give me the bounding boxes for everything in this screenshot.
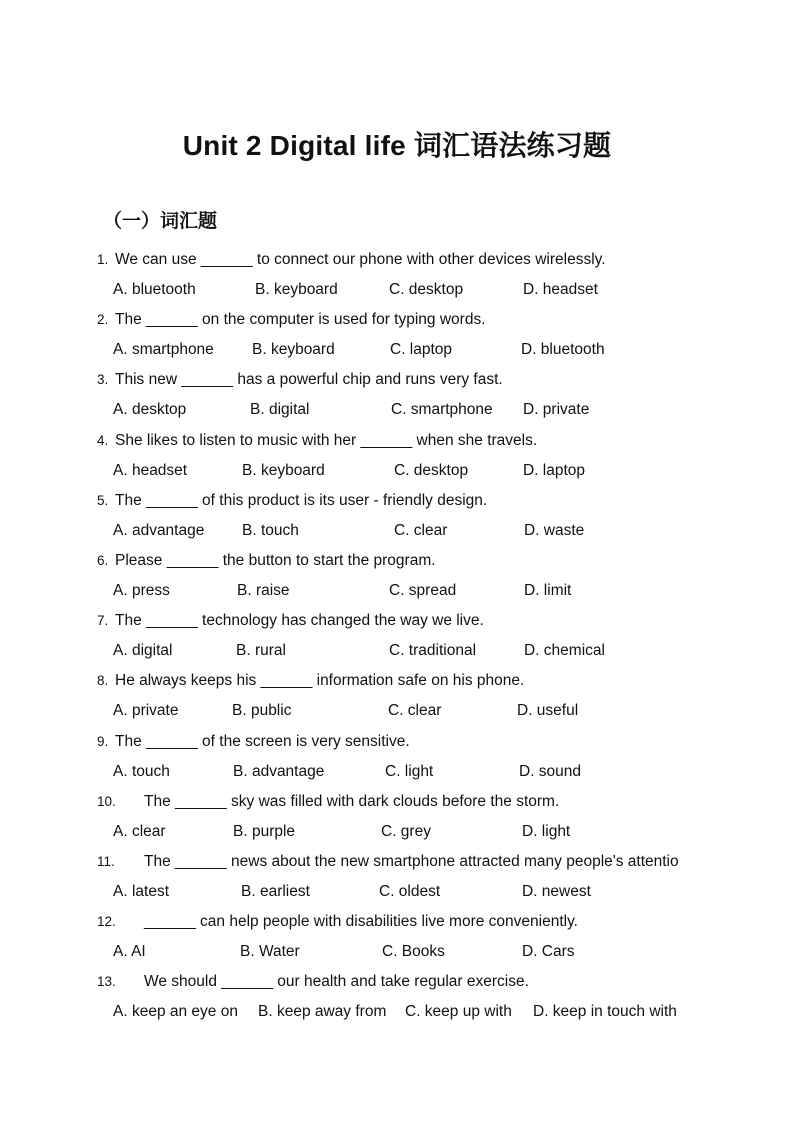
- question-text: The ______ sky was filled with dark clouds before the storm.: [144, 792, 560, 810]
- question-number: 1.: [97, 252, 109, 267]
- answer-option: A. desktop: [113, 401, 187, 419]
- answer-option: B. raise: [237, 581, 290, 599]
- question-text: She likes to listen to music with her ______ when she travels.: [115, 431, 538, 449]
- question-number: 9.: [97, 733, 109, 749]
- answer-option: D. Cars: [522, 943, 575, 961]
- question-number: 12.: [97, 914, 116, 930]
- question-text: ______ can help people with disabilities live more conveniently.: [144, 913, 578, 931]
- options-row: [0, 519, 794, 543]
- answer-option: D. bluetooth: [521, 341, 605, 359]
- answer-option: D. private: [523, 401, 590, 419]
- question-item: [0, 248, 794, 308]
- question-number: 2.: [97, 312, 109, 328]
- answer-option: C. desktop: [394, 461, 469, 479]
- question-number: 13.: [97, 974, 116, 990]
- answer-option: A. advantage: [113, 521, 205, 539]
- question-list: [0, 248, 794, 1030]
- answer-option: B. keyboard: [255, 281, 338, 298]
- question-item: [0, 549, 794, 609]
- question-item: [0, 368, 794, 428]
- answer-option: C. keep up with: [405, 1003, 512, 1021]
- options-row: [0, 940, 794, 964]
- answer-option: D. limit: [524, 581, 572, 599]
- answer-option: D. waste: [524, 521, 585, 539]
- options-row: [0, 880, 794, 904]
- answer-option: A. touch: [113, 762, 170, 780]
- question-text: The ______ of the screen is very sensitive.: [115, 732, 410, 750]
- page-title: Unit 2 Digital life 词汇语法练习题: [182, 130, 612, 161]
- answer-option: B. rural: [236, 642, 286, 660]
- question-text: Please ______ the button to start the program.: [115, 551, 436, 569]
- question-number: 6.: [97, 552, 109, 568]
- answer-option: A. private: [113, 702, 179, 720]
- answer-option: C. traditional: [389, 642, 477, 660]
- question-text: This new ______ has a powerful chip and runs very fast.: [115, 371, 503, 389]
- answer-option: A. keep an eye on: [113, 1003, 238, 1021]
- answer-option: D. useful: [517, 702, 579, 720]
- question-item: [0, 970, 794, 1030]
- options-row: [0, 579, 794, 603]
- question-number: 10.: [97, 793, 116, 809]
- options-row: [0, 278, 794, 302]
- question-text: The ______ news about the new smartphone attracted many people's attentio: [144, 852, 679, 870]
- question-number: 5.: [97, 492, 109, 508]
- answer-option: D. laptop: [523, 461, 586, 479]
- question-item: [0, 850, 794, 910]
- answer-option: A. press: [113, 581, 170, 599]
- options-row: [0, 398, 794, 422]
- question-item: [0, 609, 794, 669]
- answer-option: C. Books: [382, 943, 445, 961]
- answer-option: A. headset: [113, 461, 188, 479]
- answer-option: A. clear: [113, 822, 166, 840]
- question-number: 11.: [97, 853, 115, 869]
- question-text: The ______ of this product is its user - friendly design.: [115, 491, 488, 509]
- answer-option: D. keep in touch with: [533, 1003, 677, 1021]
- answer-option: D. light: [522, 822, 571, 840]
- answer-option: C. laptop: [390, 341, 453, 359]
- question-text: He always keeps his ______ information safe on his phone.: [115, 672, 525, 690]
- answer-option: C. clear: [394, 521, 448, 539]
- answer-option: A. bluetooth: [113, 281, 196, 298]
- answer-option: C. smartphone: [391, 401, 493, 419]
- answer-option: C. oldest: [379, 882, 441, 900]
- answer-option: B. earliest: [241, 882, 310, 900]
- question-item: [0, 669, 794, 729]
- question-number: 7.: [97, 613, 109, 629]
- question-item: [0, 429, 794, 489]
- options-row: [0, 639, 794, 663]
- question-item: [0, 730, 794, 790]
- answer-option: A. AI: [113, 943, 146, 961]
- answer-option: B. public: [232, 702, 292, 720]
- question-number: 8.: [97, 673, 109, 689]
- options-row: [0, 459, 794, 483]
- question-number: 4.: [97, 432, 109, 448]
- question-item: [0, 489, 794, 549]
- question-text: We can use ______ to connect our phone with other devices wirelessly.: [115, 251, 606, 268]
- question-text: The ______ technology has changed the way we live.: [115, 612, 484, 630]
- question-item: [0, 910, 794, 970]
- answer-option: A. latest: [113, 882, 169, 900]
- answer-option: D. headset: [523, 281, 598, 298]
- question-text: The ______ on the computer is used for typing words.: [115, 311, 486, 329]
- question-number: 3.: [97, 372, 109, 388]
- answer-option: B. touch: [242, 521, 299, 539]
- answer-option: B. Water: [240, 943, 300, 961]
- answer-option: C. clear: [388, 702, 442, 720]
- question-item: [0, 308, 794, 368]
- answer-option: C. spread: [389, 581, 457, 599]
- answer-option: B. keep away from: [258, 1003, 387, 1021]
- answer-option: B. keyboard: [252, 341, 335, 359]
- answer-option: B. digital: [250, 401, 310, 419]
- options-row: [0, 760, 794, 784]
- answer-option: B. advantage: [233, 762, 325, 780]
- options-row: [0, 1000, 794, 1024]
- answer-option: B. keyboard: [242, 461, 325, 479]
- answer-option: A. digital: [113, 642, 173, 660]
- options-row: [0, 338, 794, 362]
- options-row: [0, 820, 794, 844]
- question-item: [0, 790, 794, 850]
- answer-option: D. sound: [519, 762, 582, 780]
- answer-option: D. newest: [522, 882, 591, 900]
- answer-option: D. chemical: [524, 642, 605, 660]
- answer-option: B. purple: [233, 822, 296, 840]
- question-text: We should ______ our health and take regular exercise.: [144, 973, 529, 991]
- options-row: [0, 699, 794, 723]
- answer-option: C. desktop: [389, 281, 464, 298]
- answer-option: C. grey: [381, 822, 431, 840]
- answer-option: A. smartphone: [113, 341, 214, 359]
- answer-option: C. light: [385, 762, 434, 780]
- section-heading: （一）词汇题: [103, 211, 218, 232]
